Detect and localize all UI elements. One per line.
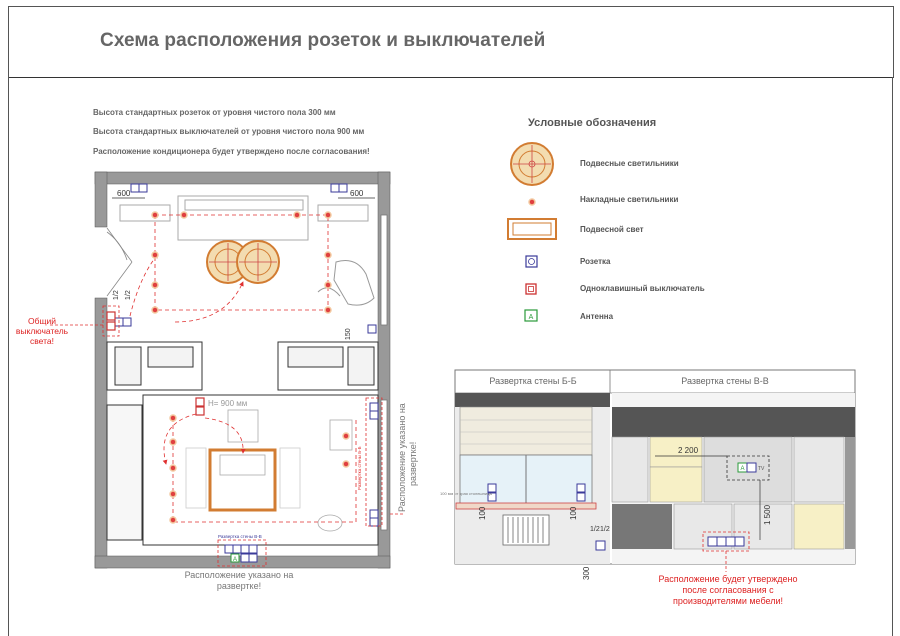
dim-1-2-a: 1/2	[113, 290, 120, 300]
legend-label-pendant: Подвесные светильники	[580, 159, 679, 168]
dim-100-left: 100	[478, 506, 487, 520]
note-conditioner: Расположение кондиционера будет утверждено после согласования!	[93, 147, 370, 156]
main-switch-note-2: выключатель	[15, 326, 69, 336]
wall-bb	[455, 393, 610, 564]
main-switch-note-3: света!	[29, 336, 55, 346]
legend-label-light: Подвесной свет	[580, 225, 644, 234]
dim-600-right: 600	[350, 189, 364, 198]
vv-note-line-1: Расположение будет утверждено	[658, 574, 798, 584]
legend-label-antenna: Антенна	[580, 312, 614, 321]
dim-2200: 2 200	[678, 446, 699, 455]
bottom-note-line-1: Расположение указано на	[184, 570, 294, 580]
note-switch-height: Высота стандартных выключателей от уровня чистого пола 900 мм	[93, 127, 365, 136]
vv-note-line-3: производителями мебели!	[672, 596, 784, 606]
vv-note-line-2: после согласования с	[682, 585, 774, 595]
note-socket-height: Высота стандартных розеток от уровня чистого пола 300 мм	[93, 108, 336, 117]
svg-text:A: A	[528, 314, 534, 321]
bottom-note-line-2: развертке!	[216, 581, 262, 591]
tv-label: TV	[758, 466, 765, 472]
right-note-line-2: развертке!	[408, 441, 418, 486]
tiny-label-vv: Развертка стены В-В	[218, 534, 262, 539]
dim-1-2-elev-b: 1/2	[600, 526, 610, 533]
legend-label-socket: Розетка	[580, 257, 611, 266]
tiny-label-bb: Развертка стены Б-Б	[357, 446, 362, 490]
main-switch-note-1: Общий	[28, 316, 56, 326]
dim-300: 300	[582, 566, 591, 580]
dim-1500: 1 500	[763, 504, 772, 525]
dim-600-left: 600	[117, 189, 131, 198]
legend-label-switch: Одноклавишный выключатель	[580, 284, 705, 293]
dim-1-2-b: 1/2	[125, 290, 132, 300]
elevation-title-vv: Развертка стены В-В	[681, 376, 769, 386]
svg-text:A: A	[232, 557, 238, 563]
dim-100-right: 100	[569, 506, 578, 520]
svg-text:A: A	[740, 466, 745, 472]
dim-150: 150	[345, 328, 352, 340]
vv-antenna	[738, 463, 747, 472]
dim-h900: H= 900 мм	[208, 399, 248, 408]
right-note-line-1: Расположение указано на	[397, 403, 407, 512]
bb-tiny-note: 100 мм от края столешницы	[440, 491, 493, 496]
legend-title: Условные обозначения	[528, 117, 657, 129]
dim-1-2-elev-a: 1/2	[590, 526, 600, 533]
legend-label-ceiling: Накладные светильники	[580, 195, 679, 204]
page-title: Схема расположения розеток и выключателей	[100, 30, 546, 51]
elevation-title-bb: Развертка стены Б-Б	[489, 376, 577, 386]
